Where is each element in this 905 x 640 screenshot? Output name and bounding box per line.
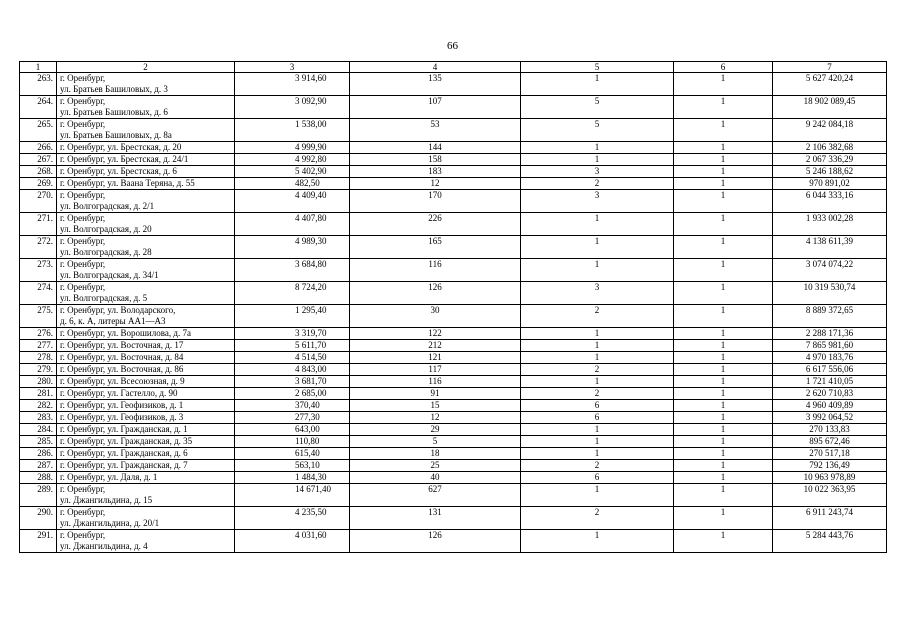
col6-cell: 1 bbox=[674, 328, 773, 340]
area-cell: 3 681,70 bbox=[235, 376, 350, 388]
cost-cell: 792 136,49 bbox=[773, 460, 887, 472]
address-line: ул. Джангильдина, д. 15 bbox=[60, 495, 153, 505]
table-body bbox=[20, 73, 887, 553]
table-row bbox=[20, 530, 887, 553]
address-cell bbox=[57, 364, 235, 376]
table-row bbox=[20, 436, 887, 448]
col5-cell: 3 bbox=[521, 166, 674, 178]
address-cell bbox=[57, 259, 235, 282]
area-cell: 1 538,00 bbox=[235, 119, 350, 142]
count-cell: 158 bbox=[350, 154, 521, 166]
table-header-row bbox=[20, 62, 887, 73]
page-number: 66 bbox=[447, 40, 458, 52]
address-cell bbox=[57, 166, 235, 178]
area-cell: 4 992,80 bbox=[235, 154, 350, 166]
col5-cell: 1 bbox=[521, 436, 674, 448]
address-cell bbox=[57, 154, 235, 166]
col6-cell: 1 bbox=[674, 166, 773, 178]
count-cell: 40 bbox=[350, 472, 521, 484]
count-cell: 12 bbox=[350, 178, 521, 190]
address-line: ул. Волгоградская, д. 34/1 bbox=[60, 270, 159, 280]
col6-cell: 1 bbox=[674, 190, 773, 213]
area-cell: 4 843,00 bbox=[235, 364, 350, 376]
cost-cell: 2 106 382,68 bbox=[773, 142, 887, 154]
address-line: г. Оренбург, ул. Восточная, д. 84 bbox=[60, 352, 184, 362]
address-line: г. Оренбург, ул. Ваана Теряна, д. 55 bbox=[60, 178, 195, 188]
col6-cell: 1 bbox=[674, 412, 773, 424]
address-cell bbox=[57, 484, 235, 507]
address-cell bbox=[57, 73, 235, 96]
col6-cell: 1 bbox=[674, 305, 773, 328]
table-row bbox=[20, 376, 887, 388]
address-line: ул. Волгоградская, д. 28 bbox=[60, 247, 152, 257]
cost-cell: 270 133,83 bbox=[773, 424, 887, 436]
row-number-cell: 291. bbox=[20, 530, 57, 553]
row-number-cell: 284. bbox=[20, 424, 57, 436]
table-row bbox=[20, 400, 887, 412]
address-line: ул. Волгоградская, д. 20 bbox=[60, 224, 152, 234]
row-number-cell: 282. bbox=[20, 400, 57, 412]
count-cell: 131 bbox=[350, 507, 521, 530]
col6-cell: 1 bbox=[674, 484, 773, 507]
address-line: ул. Братьев Башиловых, д. 8а bbox=[60, 130, 172, 140]
area-cell: 563,10 bbox=[235, 460, 350, 472]
address-line: ул. Братьев Башиловых, д. 3 bbox=[60, 84, 168, 94]
col5-cell: 2 bbox=[521, 507, 674, 530]
count-cell: 30 bbox=[350, 305, 521, 328]
row-number-cell: 283. bbox=[20, 412, 57, 424]
address-line: г. Оренбург, bbox=[60, 259, 106, 269]
table-row bbox=[20, 119, 887, 142]
area-cell: 4 999,90 bbox=[235, 142, 350, 154]
count-cell: 116 bbox=[350, 376, 521, 388]
row-number-cell: 276. bbox=[20, 328, 57, 340]
cost-cell: 6 617 556,06 bbox=[773, 364, 887, 376]
table-row bbox=[20, 507, 887, 530]
row-number-cell: 264. bbox=[20, 96, 57, 119]
cost-cell: 5 627 420,24 bbox=[773, 73, 887, 96]
address-line: г. Оренбург, ул. Володарского, bbox=[60, 305, 176, 315]
address-line: г. Оренбург, ул. Ворошилова, д. 7а bbox=[60, 328, 191, 338]
address-line: г. Оренбург, bbox=[60, 213, 106, 223]
col5-cell: 1 bbox=[521, 530, 674, 553]
cost-cell: 6 044 333,16 bbox=[773, 190, 887, 213]
register-table-container bbox=[19, 61, 886, 553]
address-line: г. Оренбург, bbox=[60, 530, 106, 540]
row-number-cell: 289. bbox=[20, 484, 57, 507]
cost-cell: 4 138 611,39 bbox=[773, 236, 887, 259]
address-cell bbox=[57, 282, 235, 305]
row-number-cell: 279. bbox=[20, 364, 57, 376]
col6-cell: 1 bbox=[674, 448, 773, 460]
area-cell: 615,40 bbox=[235, 448, 350, 460]
area-cell: 4 409,40 bbox=[235, 190, 350, 213]
table-row bbox=[20, 236, 887, 259]
area-cell: 370,40 bbox=[235, 400, 350, 412]
count-cell: 126 bbox=[350, 282, 521, 305]
col5-cell: 2 bbox=[521, 388, 674, 400]
col6-cell: 1 bbox=[674, 424, 773, 436]
address-cell bbox=[57, 530, 235, 553]
count-cell: 144 bbox=[350, 142, 521, 154]
address-line: ул. Джангильдина, д. 20/1 bbox=[60, 518, 160, 528]
col5-cell: 1 bbox=[521, 376, 674, 388]
cost-cell: 2 288 171,36 bbox=[773, 328, 887, 340]
count-cell: 183 bbox=[350, 166, 521, 178]
col5-cell: 1 bbox=[521, 142, 674, 154]
count-cell: 107 bbox=[350, 96, 521, 119]
table-row bbox=[20, 154, 887, 166]
address-line: г. Оренбург, ул. Гражданская, д. 7 bbox=[60, 460, 188, 470]
address-cell bbox=[57, 436, 235, 448]
address-line: г. Оренбург, bbox=[60, 507, 106, 517]
count-cell: 121 bbox=[350, 352, 521, 364]
area-cell: 4 989,30 bbox=[235, 236, 350, 259]
register-table bbox=[19, 61, 887, 553]
row-number-cell: 269. bbox=[20, 178, 57, 190]
col6-cell: 1 bbox=[674, 460, 773, 472]
table-row bbox=[20, 388, 887, 400]
address-line: г. Оренбург, bbox=[60, 236, 106, 246]
area-cell: 3 092,90 bbox=[235, 96, 350, 119]
address-cell bbox=[57, 236, 235, 259]
area-cell: 3 319,70 bbox=[235, 328, 350, 340]
col5-cell: 6 bbox=[521, 412, 674, 424]
cost-cell: 270 517,18 bbox=[773, 448, 887, 460]
address-cell bbox=[57, 213, 235, 236]
row-number-cell: 277. bbox=[20, 340, 57, 352]
address-cell bbox=[57, 305, 235, 328]
count-cell: 29 bbox=[350, 424, 521, 436]
address-line: г. Оренбург, ул. Восточная, д. 17 bbox=[60, 340, 184, 350]
row-number-cell: 288. bbox=[20, 472, 57, 484]
row-number-cell: 268. bbox=[20, 166, 57, 178]
table-row bbox=[20, 282, 887, 305]
table-row bbox=[20, 96, 887, 119]
table-row bbox=[20, 305, 887, 328]
col6-cell: 1 bbox=[674, 436, 773, 448]
area-cell: 5 402,90 bbox=[235, 166, 350, 178]
address-cell bbox=[57, 472, 235, 484]
count-cell: 135 bbox=[350, 73, 521, 96]
col6-cell: 1 bbox=[674, 119, 773, 142]
address-cell bbox=[57, 400, 235, 412]
area-cell: 2 685,00 bbox=[235, 388, 350, 400]
col5-cell: 1 bbox=[521, 424, 674, 436]
row-number-cell: 286. bbox=[20, 448, 57, 460]
address-cell bbox=[57, 507, 235, 530]
table-row bbox=[20, 328, 887, 340]
row-number-cell: 287. bbox=[20, 460, 57, 472]
cost-cell: 9 242 084,18 bbox=[773, 119, 887, 142]
address-cell bbox=[57, 448, 235, 460]
col5-cell: 2 bbox=[521, 364, 674, 376]
table-row bbox=[20, 178, 887, 190]
col5-cell: 5 bbox=[521, 96, 674, 119]
col6-cell: 1 bbox=[674, 178, 773, 190]
area-cell: 8 724,20 bbox=[235, 282, 350, 305]
area-cell: 5 611,70 bbox=[235, 340, 350, 352]
table-row bbox=[20, 213, 887, 236]
area-cell: 277,30 bbox=[235, 412, 350, 424]
count-cell: 5 bbox=[350, 436, 521, 448]
address-line: г. Оренбург, ул. Брестская, д. 24/1 bbox=[60, 154, 189, 164]
col5-cell: 1 bbox=[521, 73, 674, 96]
col6-cell: 1 bbox=[674, 213, 773, 236]
row-number-cell: 272. bbox=[20, 236, 57, 259]
col6-cell: 1 bbox=[674, 472, 773, 484]
cost-cell: 970 891,02 bbox=[773, 178, 887, 190]
address-cell bbox=[57, 96, 235, 119]
address-line: д. 6, к. А, литеры АА1—А3 bbox=[60, 316, 166, 326]
row-number-cell: 290. bbox=[20, 507, 57, 530]
address-cell bbox=[57, 460, 235, 472]
area-cell: 4 031,60 bbox=[235, 530, 350, 553]
cost-cell: 4 970 183,76 bbox=[773, 352, 887, 364]
row-number-cell: 266. bbox=[20, 142, 57, 154]
row-number-cell: 263. bbox=[20, 73, 57, 96]
table-row bbox=[20, 352, 887, 364]
count-cell: 627 bbox=[350, 484, 521, 507]
row-number-cell: 281. bbox=[20, 388, 57, 400]
count-cell: 126 bbox=[350, 530, 521, 553]
cost-cell: 18 902 089,45 bbox=[773, 96, 887, 119]
cost-cell: 8 889 372,65 bbox=[773, 305, 887, 328]
count-cell: 226 bbox=[350, 213, 521, 236]
col5-cell: 1 bbox=[521, 352, 674, 364]
count-cell: 116 bbox=[350, 259, 521, 282]
table-row bbox=[20, 484, 887, 507]
address-line: г. Оренбург, ул. Гражданская, д. 6 bbox=[60, 448, 188, 458]
address-line: г. Оренбург, bbox=[60, 190, 106, 200]
col5-cell: 1 bbox=[521, 448, 674, 460]
count-cell: 15 bbox=[350, 400, 521, 412]
area-cell: 643,00 bbox=[235, 424, 350, 436]
col5-cell: 2 bbox=[521, 178, 674, 190]
col6-cell: 1 bbox=[674, 352, 773, 364]
address-cell bbox=[57, 412, 235, 424]
count-cell: 170 bbox=[350, 190, 521, 213]
count-cell: 12 bbox=[350, 412, 521, 424]
col5-cell: 1 bbox=[521, 259, 674, 282]
col6-cell: 1 bbox=[674, 340, 773, 352]
cost-cell: 7 865 981,60 bbox=[773, 340, 887, 352]
row-number-cell: 280. bbox=[20, 376, 57, 388]
address-line: г. Оренбург, ул. Геофизиков, д. 1 bbox=[60, 400, 184, 410]
row-number-cell: 278. bbox=[20, 352, 57, 364]
address-line: ул. Джангильдина, д. 4 bbox=[60, 541, 148, 551]
area-cell: 482,50 bbox=[235, 178, 350, 190]
cost-cell: 895 672,46 bbox=[773, 436, 887, 448]
col5-cell: 6 bbox=[521, 400, 674, 412]
count-cell: 53 bbox=[350, 119, 521, 142]
address-cell bbox=[57, 190, 235, 213]
address-line: г. Оренбург, ул. Брестская, д. 20 bbox=[60, 142, 182, 152]
col6-cell: 1 bbox=[674, 282, 773, 305]
cost-cell: 3 074 074,22 bbox=[773, 259, 887, 282]
col6-cell: 1 bbox=[674, 376, 773, 388]
table-row bbox=[20, 424, 887, 436]
count-cell: 117 bbox=[350, 364, 521, 376]
row-number-cell: 273. bbox=[20, 259, 57, 282]
col5-cell: 5 bbox=[521, 119, 674, 142]
cost-cell: 5 284 443,76 bbox=[773, 530, 887, 553]
table-row bbox=[20, 73, 887, 96]
col5-cell: 1 bbox=[521, 213, 674, 236]
row-number-cell: 285. bbox=[20, 436, 57, 448]
count-cell: 18 bbox=[350, 448, 521, 460]
row-number-cell: 275. bbox=[20, 305, 57, 328]
header-cell: 1 bbox=[20, 62, 57, 73]
cost-cell: 5 246 188,62 bbox=[773, 166, 887, 178]
address-line: г. Оренбург, ул. Гастелло, д. 90 bbox=[60, 388, 178, 398]
area-cell: 1 484,30 bbox=[235, 472, 350, 484]
col6-cell: 1 bbox=[674, 400, 773, 412]
area-cell: 3 914,60 bbox=[235, 73, 350, 96]
col5-cell: 2 bbox=[521, 305, 674, 328]
row-number-cell: 274. bbox=[20, 282, 57, 305]
address-line: г. Оренбург, bbox=[60, 484, 106, 494]
table-row bbox=[20, 460, 887, 472]
col5-cell: 2 bbox=[521, 460, 674, 472]
col6-cell: 1 bbox=[674, 507, 773, 530]
area-cell: 3 684,80 bbox=[235, 259, 350, 282]
area-cell: 4 235,50 bbox=[235, 507, 350, 530]
address-line: г. Оренбург, bbox=[60, 282, 106, 292]
address-line: г. Оренбург, ул. Даля, д. 1 bbox=[60, 472, 158, 482]
address-line: г. Оренбург, bbox=[60, 119, 106, 129]
col6-cell: 1 bbox=[674, 388, 773, 400]
cost-cell: 10 022 363,95 bbox=[773, 484, 887, 507]
address-line: ул. Волгоградская, д. 2/1 bbox=[60, 201, 155, 211]
address-cell bbox=[57, 388, 235, 400]
address-cell bbox=[57, 328, 235, 340]
address-line: г. Оренбург, bbox=[60, 73, 106, 83]
header-cell: 4 bbox=[350, 62, 521, 73]
col5-cell: 3 bbox=[521, 190, 674, 213]
header-cell: 5 bbox=[521, 62, 674, 73]
cost-cell: 4 960 409,89 bbox=[773, 400, 887, 412]
address-cell bbox=[57, 340, 235, 352]
col5-cell: 1 bbox=[521, 340, 674, 352]
row-number-cell: 271. bbox=[20, 213, 57, 236]
cost-cell: 2 067 336,29 bbox=[773, 154, 887, 166]
header-cell: 3 bbox=[235, 62, 350, 73]
address-cell bbox=[57, 352, 235, 364]
address-line: г. Оренбург, ул. Гражданская, д. 1 bbox=[60, 424, 188, 434]
header-cell: 7 bbox=[773, 62, 887, 73]
cost-cell: 1 721 410,05 bbox=[773, 376, 887, 388]
col6-cell: 1 bbox=[674, 96, 773, 119]
address-line: г. Оренбург, ул. Гражданская, д. 35 bbox=[60, 436, 193, 446]
table-row bbox=[20, 190, 887, 213]
area-cell: 110,80 bbox=[235, 436, 350, 448]
table-row bbox=[20, 412, 887, 424]
cost-cell: 6 911 243,74 bbox=[773, 507, 887, 530]
address-line: г. Оренбург, ул. Геофизиков, д. 3 bbox=[60, 412, 184, 422]
table-row bbox=[20, 166, 887, 178]
area-cell: 4 514,50 bbox=[235, 352, 350, 364]
count-cell: 165 bbox=[350, 236, 521, 259]
col5-cell: 3 bbox=[521, 282, 674, 305]
count-cell: 212 bbox=[350, 340, 521, 352]
col6-cell: 1 bbox=[674, 530, 773, 553]
col5-cell: 1 bbox=[521, 236, 674, 259]
cost-cell: 10 319 530,74 bbox=[773, 282, 887, 305]
address-line: г. Оренбург, ул. Восточная, д. 86 bbox=[60, 364, 184, 374]
address-line: г. Оренбург, bbox=[60, 96, 106, 106]
col5-cell: 6 bbox=[521, 472, 674, 484]
address-cell bbox=[57, 119, 235, 142]
col5-cell: 1 bbox=[521, 328, 674, 340]
count-cell: 25 bbox=[350, 460, 521, 472]
table-row bbox=[20, 259, 887, 282]
row-number-cell: 270. bbox=[20, 190, 57, 213]
address-line: г. Оренбург, ул. Всесоюзная, д. 9 bbox=[60, 376, 185, 386]
header-cell: 2 bbox=[57, 62, 235, 73]
header-cell: 6 bbox=[674, 62, 773, 73]
table-row bbox=[20, 364, 887, 376]
col6-cell: 1 bbox=[674, 259, 773, 282]
count-cell: 122 bbox=[350, 328, 521, 340]
table-row bbox=[20, 472, 887, 484]
table-row bbox=[20, 448, 887, 460]
col6-cell: 1 bbox=[674, 364, 773, 376]
table-row bbox=[20, 142, 887, 154]
table-row bbox=[20, 340, 887, 352]
address-line: ул. Братьев Башиловых, д. 6 bbox=[60, 107, 168, 117]
cost-cell: 2 620 710,83 bbox=[773, 388, 887, 400]
address-cell bbox=[57, 142, 235, 154]
count-cell: 91 bbox=[350, 388, 521, 400]
address-cell bbox=[57, 376, 235, 388]
area-cell: 14 671,40 bbox=[235, 484, 350, 507]
col5-cell: 1 bbox=[521, 154, 674, 166]
col6-cell: 1 bbox=[674, 154, 773, 166]
row-number-cell: 267. bbox=[20, 154, 57, 166]
col5-cell: 1 bbox=[521, 484, 674, 507]
col6-cell: 1 bbox=[674, 142, 773, 154]
area-cell: 4 407,80 bbox=[235, 213, 350, 236]
address-line: ул. Волгоградская, д. 5 bbox=[60, 293, 148, 303]
address-cell bbox=[57, 178, 235, 190]
cost-cell: 3 992 064,52 bbox=[773, 412, 887, 424]
address-cell bbox=[57, 424, 235, 436]
area-cell: 1 295,40 bbox=[235, 305, 350, 328]
col6-cell: 1 bbox=[674, 73, 773, 96]
cost-cell: 10 963 978,89 bbox=[773, 472, 887, 484]
cost-cell: 1 933 002,28 bbox=[773, 213, 887, 236]
col6-cell: 1 bbox=[674, 236, 773, 259]
address-line: г. Оренбург, ул. Брестская, д. 6 bbox=[60, 166, 177, 176]
row-number-cell: 265. bbox=[20, 119, 57, 142]
